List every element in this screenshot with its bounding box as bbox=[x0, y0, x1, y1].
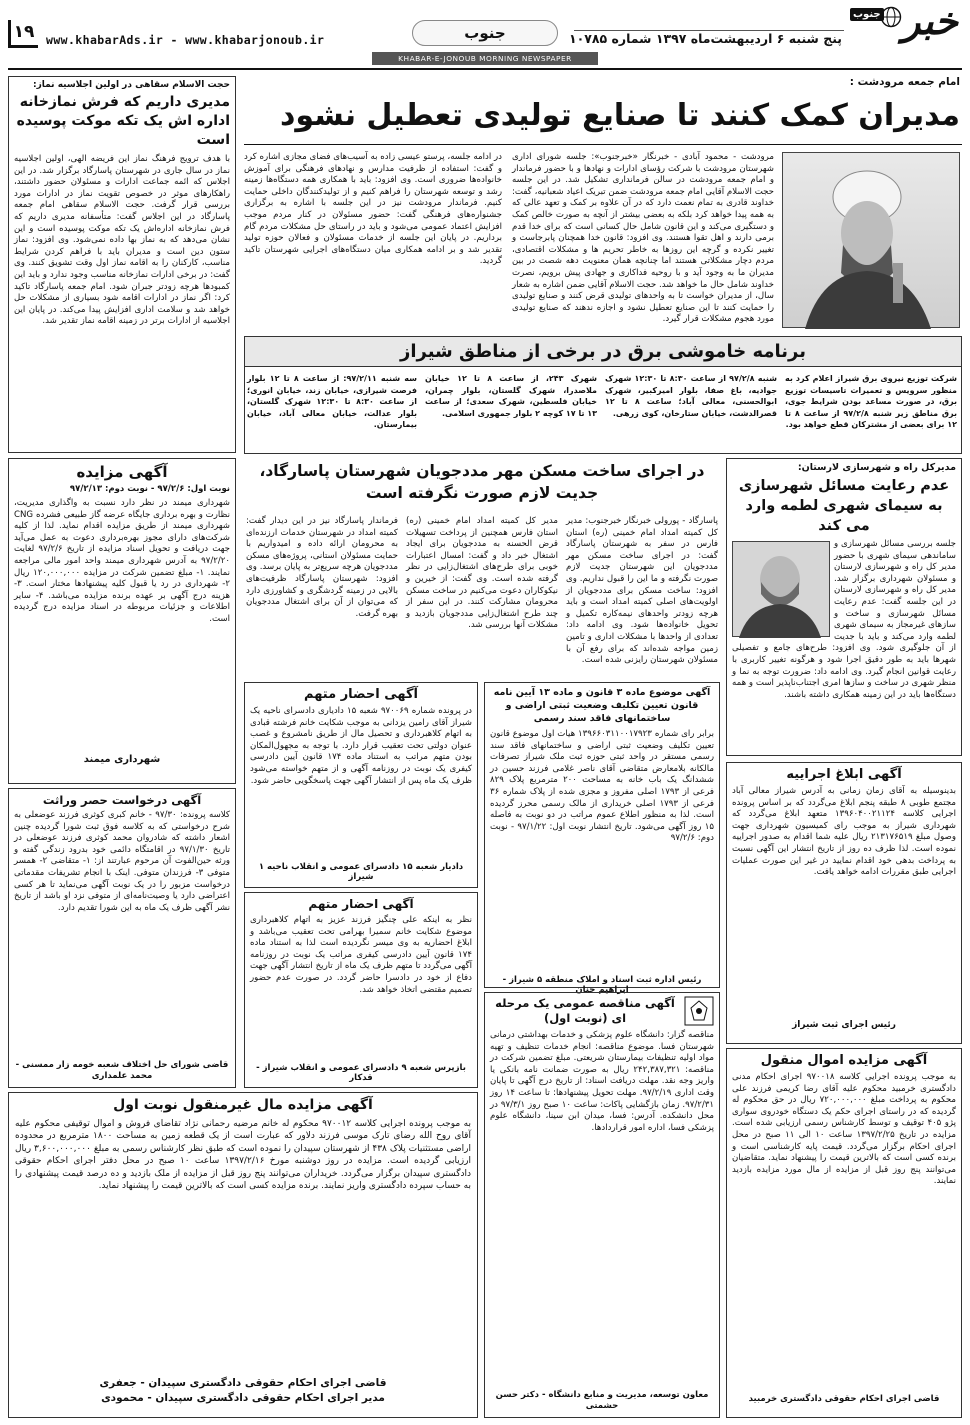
inheritance-body: کلاسه پرونده: ۹۷/۳۰ - خانم کبری کوثری فرزند عوضعلی به شرح درخواستی که به کلاسه فوق ثبت شورا گردیده چنین اشعار داشته که شادروان محمد کوثری فرزند عوضعلی در تاریخ ۹۷/۱/۳۰ در اقامتگاه دائمی خود بدرود زندگی گفته و ورثه حین‌الفوت آن مرحوم عبارتند از: ۱- متقاضی ۲- همسر متوفی ۳- فرزندان متوفی. اینک با انجام تشریفات مقدماتی درخواست مزبور را در یک نوبت آگهی می‌نماید تا هر کسی اعتراضی دارد یا وصیت‌نامه‌ای از متوفی نزد او باشد از تاریخ نشر آگهی ظرف یک ماه به این شورا تقدیم دارد. bbox=[14, 810, 230, 913]
movable-auction-ad bbox=[726, 1048, 962, 1418]
official-portrait bbox=[731, 542, 829, 638]
inheritance-ad bbox=[8, 788, 236, 1088]
property-auction-body: به موجب پرونده اجرایی کلاسه ۹۷۰۰۱۲ محکوم له خانم مرضیه رحمانی نژاد تقاضای فروش و اموال توقیفی محکوم علیه آقای روح الله رضای تارک موسی فرزند دلاور که عبارت است از یک قطعه زمین به مساحت ۱۸۰۰ مترمربع در محدوده اراضی مستثنیات پلاک ۴۳۸ از شهرستان سپیدان را نموده است که طبق نظر کارشناس رسمی به مبلغ ۳,۶۰۰,۰۰۰,۰۰۰ ریال ارزیابی گردیده است. مزایده در روز دوشنبه مورخ ۱۳۹۷/۲/۱۶ ساعت ۱۰ صبح در محل دفتر اجرای احکام حقوقی دادگستری سپیدان برگزار می‌گردد. خریداران می‌توانند پنج روز قبل از مزایده از ملک بازدید و ده درصد قیمت پیشنهادی را به حساب سپرده دادگستری واریز نمایند. برنده مزایده کسی است که بالاترین قیمت را پیشنهاد نماید. bbox=[15, 1119, 471, 1192]
power-cell-3: شهرک ۲۴۳، از ساعت ۸ تا ۱۲ خیابان ملاصدرا، شهرک گلستان، بلوار چمران، خیابان فلسطین، شهرک سعدی؛ از ساعت ۱۳ تا ۱۷ کوچه ۲ بلوار جمهوری اسلامی. bbox=[425, 374, 598, 418]
summons-ad bbox=[244, 682, 478, 888]
emblem-icon bbox=[684, 996, 714, 1026]
banner-text: KHABAR-E-JONOUB MORNING NEWSPAPER bbox=[398, 54, 572, 63]
property-auction-signature-2: مدیر اجرای احکام حقوقی دادگستری سپیدان - محمودی bbox=[101, 1392, 385, 1404]
university-emblem bbox=[684, 996, 714, 1026]
enforcement-notice-body: بدینوسیله به آقای زمان زمانی به آدرس شیراز معالی آباد مجتمع طوبی ۸ طبقه پنجم ابلاغ می‌گردد که بر اساس پرونده اجرایی کلاسه ۱۳۹۶۰۴۰۰۲۱۱۲۴ متعهد ابلاغ می‌گردد که شهرداری شیراز به موجب رای کمیسیون شهرداری جهت وصول مبلغ ۲۱۳۱۷۶۵۱۹ ریال علیه شما اقدام به صدور اجراییه نموده است. لذا ظرف ده روز از تاریخ انتشار این آگهی نسبت به پرداخت بدهی خود اقدام نمایید در غیر این صورت عملیات اجرایی طبق مقررات ادامه خواهد یافت. bbox=[732, 786, 956, 878]
urban-kicker: مدیرکل راه و شهرسازی لارستان: bbox=[797, 462, 956, 473]
lead-rule bbox=[244, 144, 962, 145]
movable-auction-signature: قاضی اجرای احکام حقوقی دادگستری خرمبید bbox=[748, 1394, 940, 1404]
masthead-date: پنج شنبه ۶ اردیبهشت‌ماه ۱۳۹۷ شماره ۱۰۷۸۵ bbox=[569, 31, 842, 46]
power-headline: برنامه خاموشی برق در برخی از مناطق شیراز bbox=[399, 341, 806, 362]
municipal-auction-signature: شهرداری میمند bbox=[83, 754, 161, 765]
masthead-rule bbox=[8, 68, 962, 70]
prayer-article bbox=[8, 76, 236, 453]
tender-body: مناقصه گزار: دانشگاه علوم پزشکی و خدمات بهداشتی درمانی شهرستان فسا. موضوع مناقصه: انجام خدمات تنظیف و تهیه مواد اولیه تنظیفات بیمارستان شریعتی. مبلغ تضمین شرکت در مناقصه: ۲۴۲,۳۸۷,۳۲۱ ریال به صورت ضمانت نامه بانکی یا واریز وجه نقد. مهلت دریافت اسناد: از تاریخ درج آگهی تا پایان وقت اداری ۹۷/۲/۱۹. مهلت تحویل پیشنهادها: تا ساعت ۱۴ روز ۹۷/۲/۳۱. زمان بازگشایی پاکات: ساعت ۱۰ صبح روز ۹۷/۳/۱ در محل دانشکده. آدرس: فسا، میدان ابن سینا، دانشگاه علوم پزشکی فسا، اداره امور قراردادها. bbox=[490, 1030, 715, 1133]
land-registration-title: آگهی موضوع ماده ۳ قانون و ماده ۱۳ آیین نامه قانون تعیین تکلیف وضعیت ثبتی اراضی و ساختمانهای فاقد سند رسمی bbox=[493, 687, 711, 724]
lead-col-1: مرودشت - محمود آبادی - خبرنگار «خبرجنوب»: جلسه شورای اداری شهرستان مرودشت با شرکت رؤسای ادارات و نهادها و با حضور فرماندار و امام جمعه مرودشت در سالن فرمانداری تشکیل شد. در این جلسه حجت الاسلام آقایی امام جمعه مرودشت ضمن تبریک اعیاد شعبانیه، گفت: خداوند قادری به تمام نعمت دارد که در آن علاوه بر کمک و تعهد عالی که به همه پیدا خواهد کرد بلکه به بعضی بیشتر از آنچه به صورت خالص کمک و دستگیری می‌کند و این قانون شامل حال کسانی است که برای خدا قدم برمی دارند و اهل تقوا هستند. وی افزود: قانون خدا همچنان پابرجاست و تغییر نکرده و گرچه این روزها به خاطر تحریم ها و مشکلات اقتصادی، مردم دچار مشکلاتی هستند اما چنانچه همان معنویت دهه شصت در بین مدیران ما به وجود آید و با روحیه فداکاری و جهادی پیش برویم، نصرت خداوند شامل حال ما خواهد شد. حجت الاسلام آقایی ضمن اشاره به شعار سال، از مدیران خواست تا به واحدهای تولیدی قرض کنند و صنایع تولیدی را حمایت کنند تا این صنایع تعطیل نشود و اجازه ندهند که صنایع تولیدی مورد هجوم مشکلات قرار گیرد. bbox=[512, 152, 774, 325]
property-auction-signature-1: قاضی اجرای احکام حقوقی دادگستری سپیدان - جعفری bbox=[99, 1377, 387, 1389]
housing-headline: در اجرای ساخت مسکن مهر مددجویان شهرستان پاسارگاد، جدیت لازم صورت نگرفته است bbox=[259, 462, 705, 502]
power-schedule bbox=[244, 336, 962, 454]
prayer-kicker: حجت الاسلام سقاهی در اولین اجلاسیه نماز: bbox=[32, 80, 230, 90]
land-registration-signature: رئیس اداره ثبت اسناد و املاک منطقه ۵ شیراز - ابراهیم حنان bbox=[502, 975, 702, 995]
logo-sub: جنوب bbox=[850, 8, 884, 21]
summons-title: آگهی احضار متهم bbox=[304, 687, 418, 702]
land-registration-ad bbox=[484, 682, 720, 995]
summons-signature: دادیار شعبه ۱۵ دادسرای عمومی و انقلاب ناحیه ۱ شیراز bbox=[258, 862, 464, 882]
power-headline-bar bbox=[245, 337, 961, 367]
website-urls: www.khabarAds.ir - www.khabarjonoub.ir bbox=[46, 33, 325, 47]
speaker-photo bbox=[782, 152, 960, 328]
housing-col-2: مدیر کل کمیته امداد امام خمینی (ره) استان فارس همچنین از پرداخت تسهیلات قرض الحسنه به مددجویان برای ایجاد اشتغال خبر داد و گفت: امسال اعتبارات خوبی برای طرح‌های اشتغال‌زایی در نظر گرفته شده است. وی گفت: از خیرین و نیکوکاران دعوت می‌کنیم در ساخت مسکن محرومان مشارکت کنند. در این سفر از چند طرح اشتغال‌زایی مددجویان بازدید و مشکلات آنها بررسی شد. bbox=[406, 516, 558, 631]
enforcement-notice-ad bbox=[726, 762, 962, 1044]
urban-body: جلسه بررسی مسائل شهرسازی و ساماندهی سیمای شهری با حضور مدیر کل راه و شهرسازی لارستان و مسئولان شهرداری برگزار شد. مدیر کل راه و شهرسازی لارستان در این جلسه گفت: عدم رعایت مسائل شهرسازی و ساخت و سازهای غیرمجاز به سیمای شهری لطمه وارد می‌کند و باید با جدیت از آن جلوگیری شود. وی افزود: طرح‌های جامع و تفصیلی شهرها باید به طور دقیق اجرا شود و هرگونه تغییر کاربری با رعایت قوانین انجام گیرد. وی ادامه داد: ضرورت توجه به نما و منظر شهری در ساخت و سازها امری اجتناب‌ناپذیر است و همه دستگاه‌ها باید در این زمینه همکاری داشته باشند. bbox=[732, 539, 956, 700]
summons-body: در پرونده شماره ۹۷۰۰۶۹ شعبه ۱۵ دادیاری دادسرای ناحیه یک شیراز آقای رامین یزدانی به موجب شکایت خانم فرشته قبادی به اتهام کلاهبرداری و تحصیل مال از طریق نامشروع و غصب عنوان دولتی تحت تعقیب قرار دارد. با توجه به مجهول‌المکان بودن متهم مراتب به استناد ماده ۱۷۴ قانون آیین دادرسی کیفری یک نوبت در روزنامه آگهی و از متهم خواسته می‌شود ظرف یک ماه پس از انتشار آگهی جهت پاسخگویی حاضر شود. bbox=[250, 706, 472, 786]
power-cell-2: شنبه ۹۷/۲/۸ از ساعت ۸:۳۰ تا ۱۲:۳۰ شهرک جوادیه، باغ صفا، بلوار امیرکبیر، شهرک ابوالحسنی، معالی آباد؛ ساعت ۸ تا ۱۲ قصرالدشت، خیابان ستارخان، کوی زرهی. bbox=[605, 374, 778, 418]
enforcement-notice-title: آگهی ابلاغ اجراییه bbox=[786, 767, 902, 782]
summons2-body: نظر به اینکه علی چنگیز فرزند عزیز به اتهام کلاهبرداری موضوع شکایت خانم سمیرا بهرامی تحت تعقیب می‌باشد و ابلاغ احضاریه به وی میسر نگردیده است لذا به استناد ماده ۱۷۴ قانون آیین دادرسی کیفری مراتب یک نوبت در روزنامه آگهی می‌گردد تا متهم ظرف یک ماه از تاریخ انتشار آگهی جهت دفاع از خود در دادسرا حاضر گردد. در صورت عدم حضور تصمیم مقتضی اتخاذ خواهد شد. bbox=[250, 915, 472, 995]
cleric-portrait bbox=[781, 153, 959, 329]
municipal-auction-ad bbox=[8, 458, 236, 784]
lead-article bbox=[244, 74, 962, 334]
page-number: ۱۹ bbox=[13, 22, 35, 42]
land-registration-body: برابر رای شماره ۱۳۹۶۶۰۳۱۱۰۰۱۷۹۲۳ هیات اول موضوع قانون تعیین تکلیف وضعیت ثبتی اراضی و ساختمانهای فاقد سند رسمی مستقر در واحد ثبتی حوزه ثبت ملک شیراز تصرفات مالکانه بلامعارض متقاضی آقای ناصر غلامی فرزند حسین در ششدانگ یک باب خانه به مساحت ۲۰۰ مترمربع پلاک ۸۲۹ فرعی از ۱۷۹۳ اصلی مفروز و مجزی شده از پلاک شماره ۳۶ فرعی از ۱۷۹۳ اصلی خریداری از مالک رسمی محرز گردیده است. لذا به منظور اطلاع عموم مراتب در دو نوبت به فاصله ۱۵ روز آگهی می‌شود. تاریخ انتشار نوبت اول: ۹۷/۱/۲۲ - نوبت دوم: ۹۷/۲/۶ bbox=[490, 729, 714, 844]
urban-article bbox=[726, 458, 962, 756]
masthead bbox=[0, 0, 970, 72]
municipal-auction-title: آگهی مزایده bbox=[76, 463, 168, 481]
property-auction-title: آگهی مزایده مال غیرمنقول نوبت اول bbox=[113, 1097, 373, 1113]
lead-col-2: در ادامه جلسه، پرستو عیسی زاده به آسیب‌های فضای مجازی اشاره کرد و گفت: استفاده از ظرفیت مدارس و نهادهای فرهنگی برای آموزش خانواده‌ها ضروری است. وی افزود: باید با همکاری همه دستگاه‌ها زمینه رشد و توسعه شهرستان را فراهم کنیم و از تولیدکنندگان داخلی حمایت کنیم. فرماندار مرودشت نیز در این جلسه با اشاره به برگزاری جشنواره‌های فرهنگی گفت: حضور مسئولان در کنار مردم موجب افزایش اعتماد عمومی می‌شود و باید در راستای حل مشکلات مردم گام برداریم. در پایان این جلسه از خدمات مسئولان و فعالان حوزه تولید تقدیر شد و بر ادامه همکاری میان دستگاه‌های اجرایی شهرستان تاکید گردید. bbox=[244, 152, 502, 267]
logo-word: خبر bbox=[902, 0, 958, 43]
property-auction-ad bbox=[8, 1092, 478, 1418]
tender-ad bbox=[484, 992, 720, 1418]
lead-kicker: امام جمعه مرودشت : bbox=[849, 76, 960, 88]
municipal-auction-body: شهرداری میمند در نظر دارد نسبت به واگذاری مدیریت، نظارت و بهره برداری جایگاه عرضه گاز طبیعی فشرده CNG شهرداری میمند از طریق مزایده اقدام نماید. لذا از کلیه شرکت‌های دارای مجوز بهره‌برداری دعوت به عمل می‌آید جهت دریافت و تحویل اسناد مزایده از تاریخ ۹۷/۲/۶ لغایت ۹۷/۲/۲۰ به آدرس شهرداری میمند واحد امور مالی مراجعه نمایند. ۱- مبلغ تضمین شرکت در مزایده ۱۲۰,۰۰۰,۰۰۰ ریال ۲- شهرداری در رد یا قبول کلیه پیشنهادها مختار است. ۳- هزینه درج آگهی بر عهده برنده مزایده می‌باشد. ۴- سایر اطلاعات و جزئیات مربوطه در اسناد مزایده درج گردیده است. bbox=[14, 498, 230, 624]
municipal-auction-meta: نوبت اول: ۹۷/۲/۶ - نوبت دوم: ۹۷/۲/۱۳ bbox=[69, 484, 230, 494]
power-cell-4: سه شنبه ۹۷/۲/۱۱: از ساعت ۸ تا ۱۲ بلوار فرصت شیرازی، خیابان زند، خیابان انوری؛ از ساعت ۸:۳۰ تا ۱۲:۳۰ شهرک گلستان، بلوار عدالت، خیابان معالی آباد، خیابان بیمارستان. bbox=[247, 374, 417, 430]
official-photo bbox=[732, 541, 830, 637]
inheritance-title: آگهی درخواست حصر وراثت bbox=[42, 793, 202, 807]
tender-title: آگهی مناقصه عمومی یک مرحله ای (نوبت اول) bbox=[495, 996, 675, 1025]
prayer-body: با هدف ترویج فرهنگ نماز این فریضه الهی، اولین اجلاسیه نماز در سال جاری در شهرستان پاسارگاد برگزار شد. در این اجلاس که ائمه جماعت ادارات و مسئولان حضور داشتند، راهکارهای موثر در خصوص تقویت نماز در ادارات مورد بررسی قرار گرفت. حجت الاسلام سقاهی امام جمعه پاسارگاد در این اجلاس گفت: متأسفانه مدیری داریم که فرش نمازخانه اداره‌اش یک تکه موکت پوسیده است و این نشان می‌دهد که به نماز بها داده نمی‌شود. وی افزود: نماز ستون دین است و مدیران باید با فراهم کردن شرایط مناسب، کارکنان را به اقامه نماز اول وقت تشویق کنند. وی گفت: در برخی ادارات نمازخانه مناسب وجود ندارد و باید این کمبودها هرچه زودتر جبران شود. امام جمعه پاسارگاد تاکید کرد: اگر نماز در ادارات اقامه شود بسیاری از مشکلات حل خواهد شد و سلامت اداری افزایش پیدا می‌کند. در پایان این اجلاسیه از ادارات برتر در زمینه اقامه نماز تقدیر شد. bbox=[14, 154, 230, 327]
housing-article bbox=[244, 458, 720, 678]
summons-ad-2 bbox=[244, 892, 478, 1088]
globe-icon bbox=[880, 6, 902, 28]
newspaper-logo bbox=[846, 2, 964, 46]
summons2-title: آگهی احضار متهم bbox=[308, 897, 414, 911]
urban-headline: عدم رعایت مسائل شهرسازی به سیمای شهری لطمه وارد می کند bbox=[738, 478, 950, 534]
prayer-headline: مدیری داریم که فرش نمازخانه اداره اش یک تکه موکت پوسیده است bbox=[16, 94, 230, 148]
housing-col-3: فرماندار پاسارگاد نیز در این دیدار گفت: کمیته امداد در شهرستان خدمات ارزنده‌ای به محرومان ارائه داده و امیدواریم با حمایت مسئولان استانی، پروژه‌های مسکن مددجویان هرچه سریع‌تر به پایان برسد. وی افزود: شهرستان پاسارگاد ظرفیت‌های بالایی در زمینه گردشگری و کشاورزی دارد که می‌توان از آن برای اشتغال مددجویان بهره گرفت. bbox=[246, 516, 398, 619]
power-cell-1: شرکت توزیع نیروی برق شیراز اعلام کرد به منظور سرویس و تعمیرات تاسیسات توزیع برق، در صورت مساعد بودن شرایط جوی، برق مناطق زیر شنبه ۹۷/۲/۸ از ساعت ۸ تا ۱۲ برای بعضی از مشترکان قطع خواهد بود. bbox=[785, 374, 957, 430]
tender-signature: معاون توسعه، مدیریت و منابع دانشگاه - دکتر حسن حشمتی bbox=[495, 1390, 709, 1411]
edition-tag: جنوب bbox=[412, 20, 558, 46]
inheritance-signature: قاضی شورای حل اختلاف شعبه خومه زار ممسنی - محمد علمداری bbox=[15, 1060, 229, 1081]
movable-auction-body: به موجب پرونده اجرایی کلاسه ۹۷۰۰۱۸ اجرای احکام مدنی دادگستری خرمبید محکوم علیه آقای رضا کریمی فرزند علی محکوم به پرداخت مبلغ ۷۲۰,۰۰۰,۰۰۰ ریال در حق محکوم له گردیده که در راستای اجرای حکم یک دستگاه خودروی سواری پژو ۴۰۵ توقیف و توسط کارشناس رسمی ارزیابی شده است. مزایده در تاریخ ۱۳۹۷/۲/۲۵ ساعت ۱۰ الی ۱۱ صبح در محل اجرای احکام برگزار می‌گردد. قیمت پایه کارشناسی است و برنده کسی است که بالاترین قیمت را پیشنهاد نماید. متقاضیان می‌توانند پنج روز قبل از مزایده از مال مورد مزایده بازدید نمایند. bbox=[732, 1072, 956, 1187]
housing-col-1: پاسارگاد - پورولی خبرنگار خبرجنوب: مدیر کل کمیته امداد امام خمینی (ره) استان فارس در سفر به شهرستان پاسارگاد گفت: در اجرای ساخت مسکن مهر مددجویان این شهرستان جدیت لازم صورت نگرفته و ما این را قبول نداریم. وی افزود: ساخت مسکن برای مددجویان از اولویت‌های اصلی کمیته امداد است و باید هرچه زودتر واحدهای نیمه‌کاره تکمیل و تحویل خانواده‌ها شود. وی ادامه داد: تعدادی از واحدها با مشکلات اداری و تامین زمین مواجه شده‌اند که برای رفع آن با مسئولان شهرستان رایزنی شده است. bbox=[566, 516, 718, 666]
enforcement-notice-signature: رئیس اجرای ثبت شیراز bbox=[792, 1020, 896, 1030]
masthead-banner bbox=[372, 52, 598, 65]
movable-auction-title: آگهی مزایده اموال منقول bbox=[760, 1053, 928, 1068]
summons2-signature: بازپرس شعبه ۹ دادسرای عمومی و انقلاب شیراز - قدکار bbox=[256, 1063, 466, 1083]
lead-headline: مدیران کمک کنند تا صنایع تولیدی تعطیل نشود bbox=[279, 98, 960, 133]
